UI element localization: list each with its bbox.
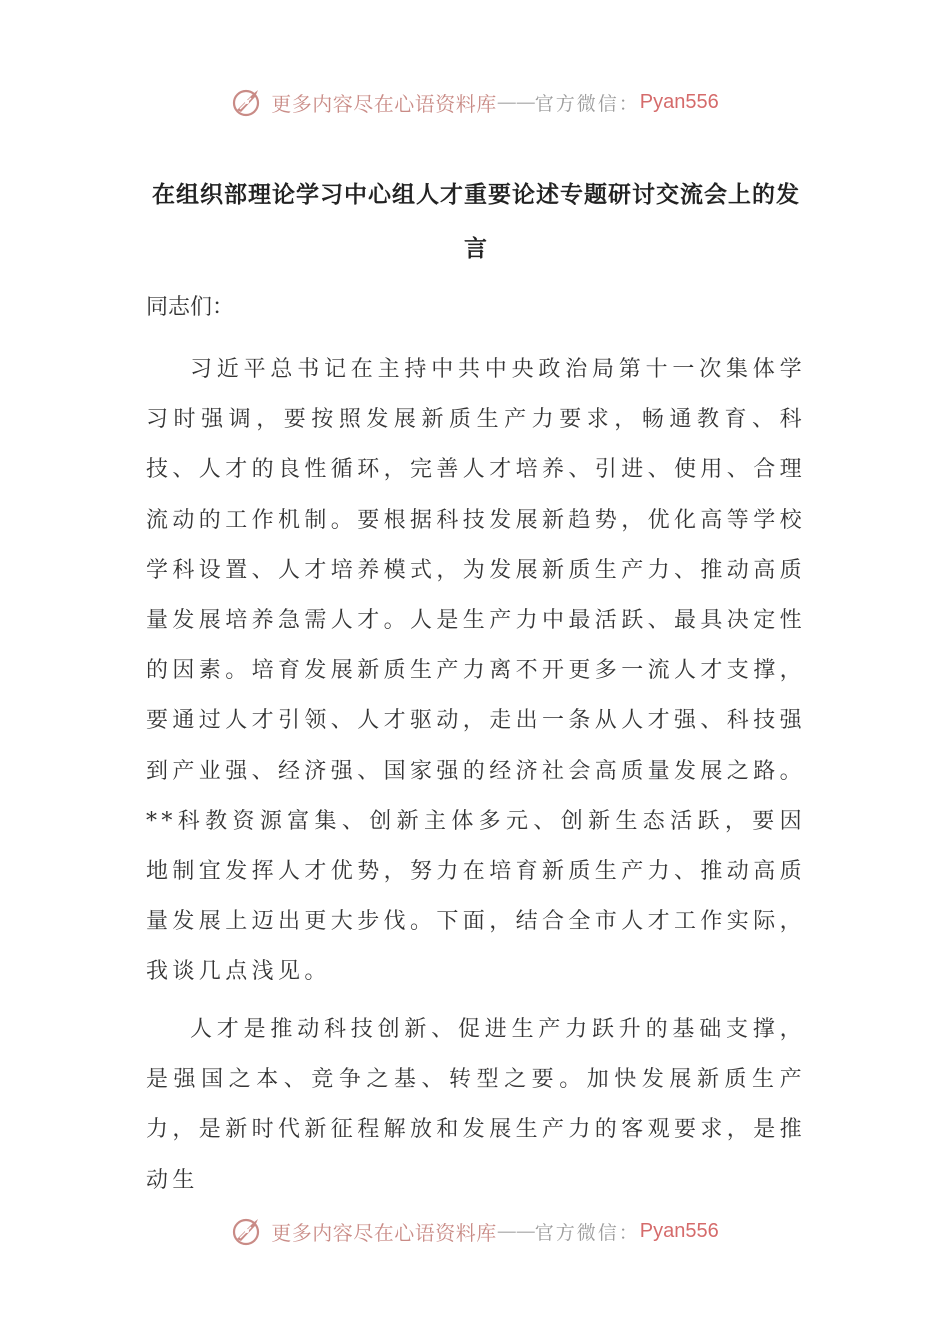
banner-brand-text: 更多内容尽在心语资料库	[271, 1220, 497, 1245]
banner-wechat-id: Pyan556	[639, 90, 719, 113]
body-paragraph-1: 习近平总书记在主持中共中央政治局第十一次集体学习时强调，要按照发展新质生产力要求，畅通教育、科技、人才的良性循环，完善人才培养、引进、使用、合理流动的工作机制。要根据科技发展新趋势，优化高等学校学科设置、人才培养模式，为发展新质生产力、推动高质量发展培养急需人才。人是生产力中最活跃、最具决定性的因素。培育发展新质生产力离不开更多一流人才支撑，要通过人才引领、人才驱动，走出一条从人才强、科技强到产业强、经济强、国家强的经济社会高质量发展之路。**科教资源富集、创新主体多元、创新生态活跃，要因地制宜发挥人才优势，努力在培育新质生产力、推动高质量发展上迈出更大步伐。下面，结合全市人才工作实际，我谈几点浅见。	[146, 357, 807, 985]
banner-wechat-label: 官方微信：	[534, 92, 640, 115]
pen-nib-logo-icon	[231, 1214, 265, 1248]
banner-brand-text: 更多内容尽在心语资料库	[271, 91, 497, 116]
banner-wechat-label: 官方微信：	[534, 1221, 640, 1244]
salutation: 同志们：	[146, 295, 235, 320]
document-title: 在组织部理论学习中心组人才重要论述专题研讨交流会上的发言	[152, 182, 800, 262]
banner-wechat-id: Pyan556	[639, 1219, 719, 1242]
banner-dash: ——	[496, 90, 535, 114]
footer-banner	[0, 1209, 950, 1253]
pen-nib-logo-icon	[231, 85, 265, 119]
banner-dash: ——	[496, 1219, 535, 1243]
body-paragraph-2: 人才是推动科技创新、促进生产力跃升的基础支撑，是强国之本、竞争之基、转型之要。加快发展新质生产力，是新时代新征程解放和发展生产力的客观要求，是推动生	[146, 1017, 807, 1193]
header-banner	[0, 80, 950, 124]
